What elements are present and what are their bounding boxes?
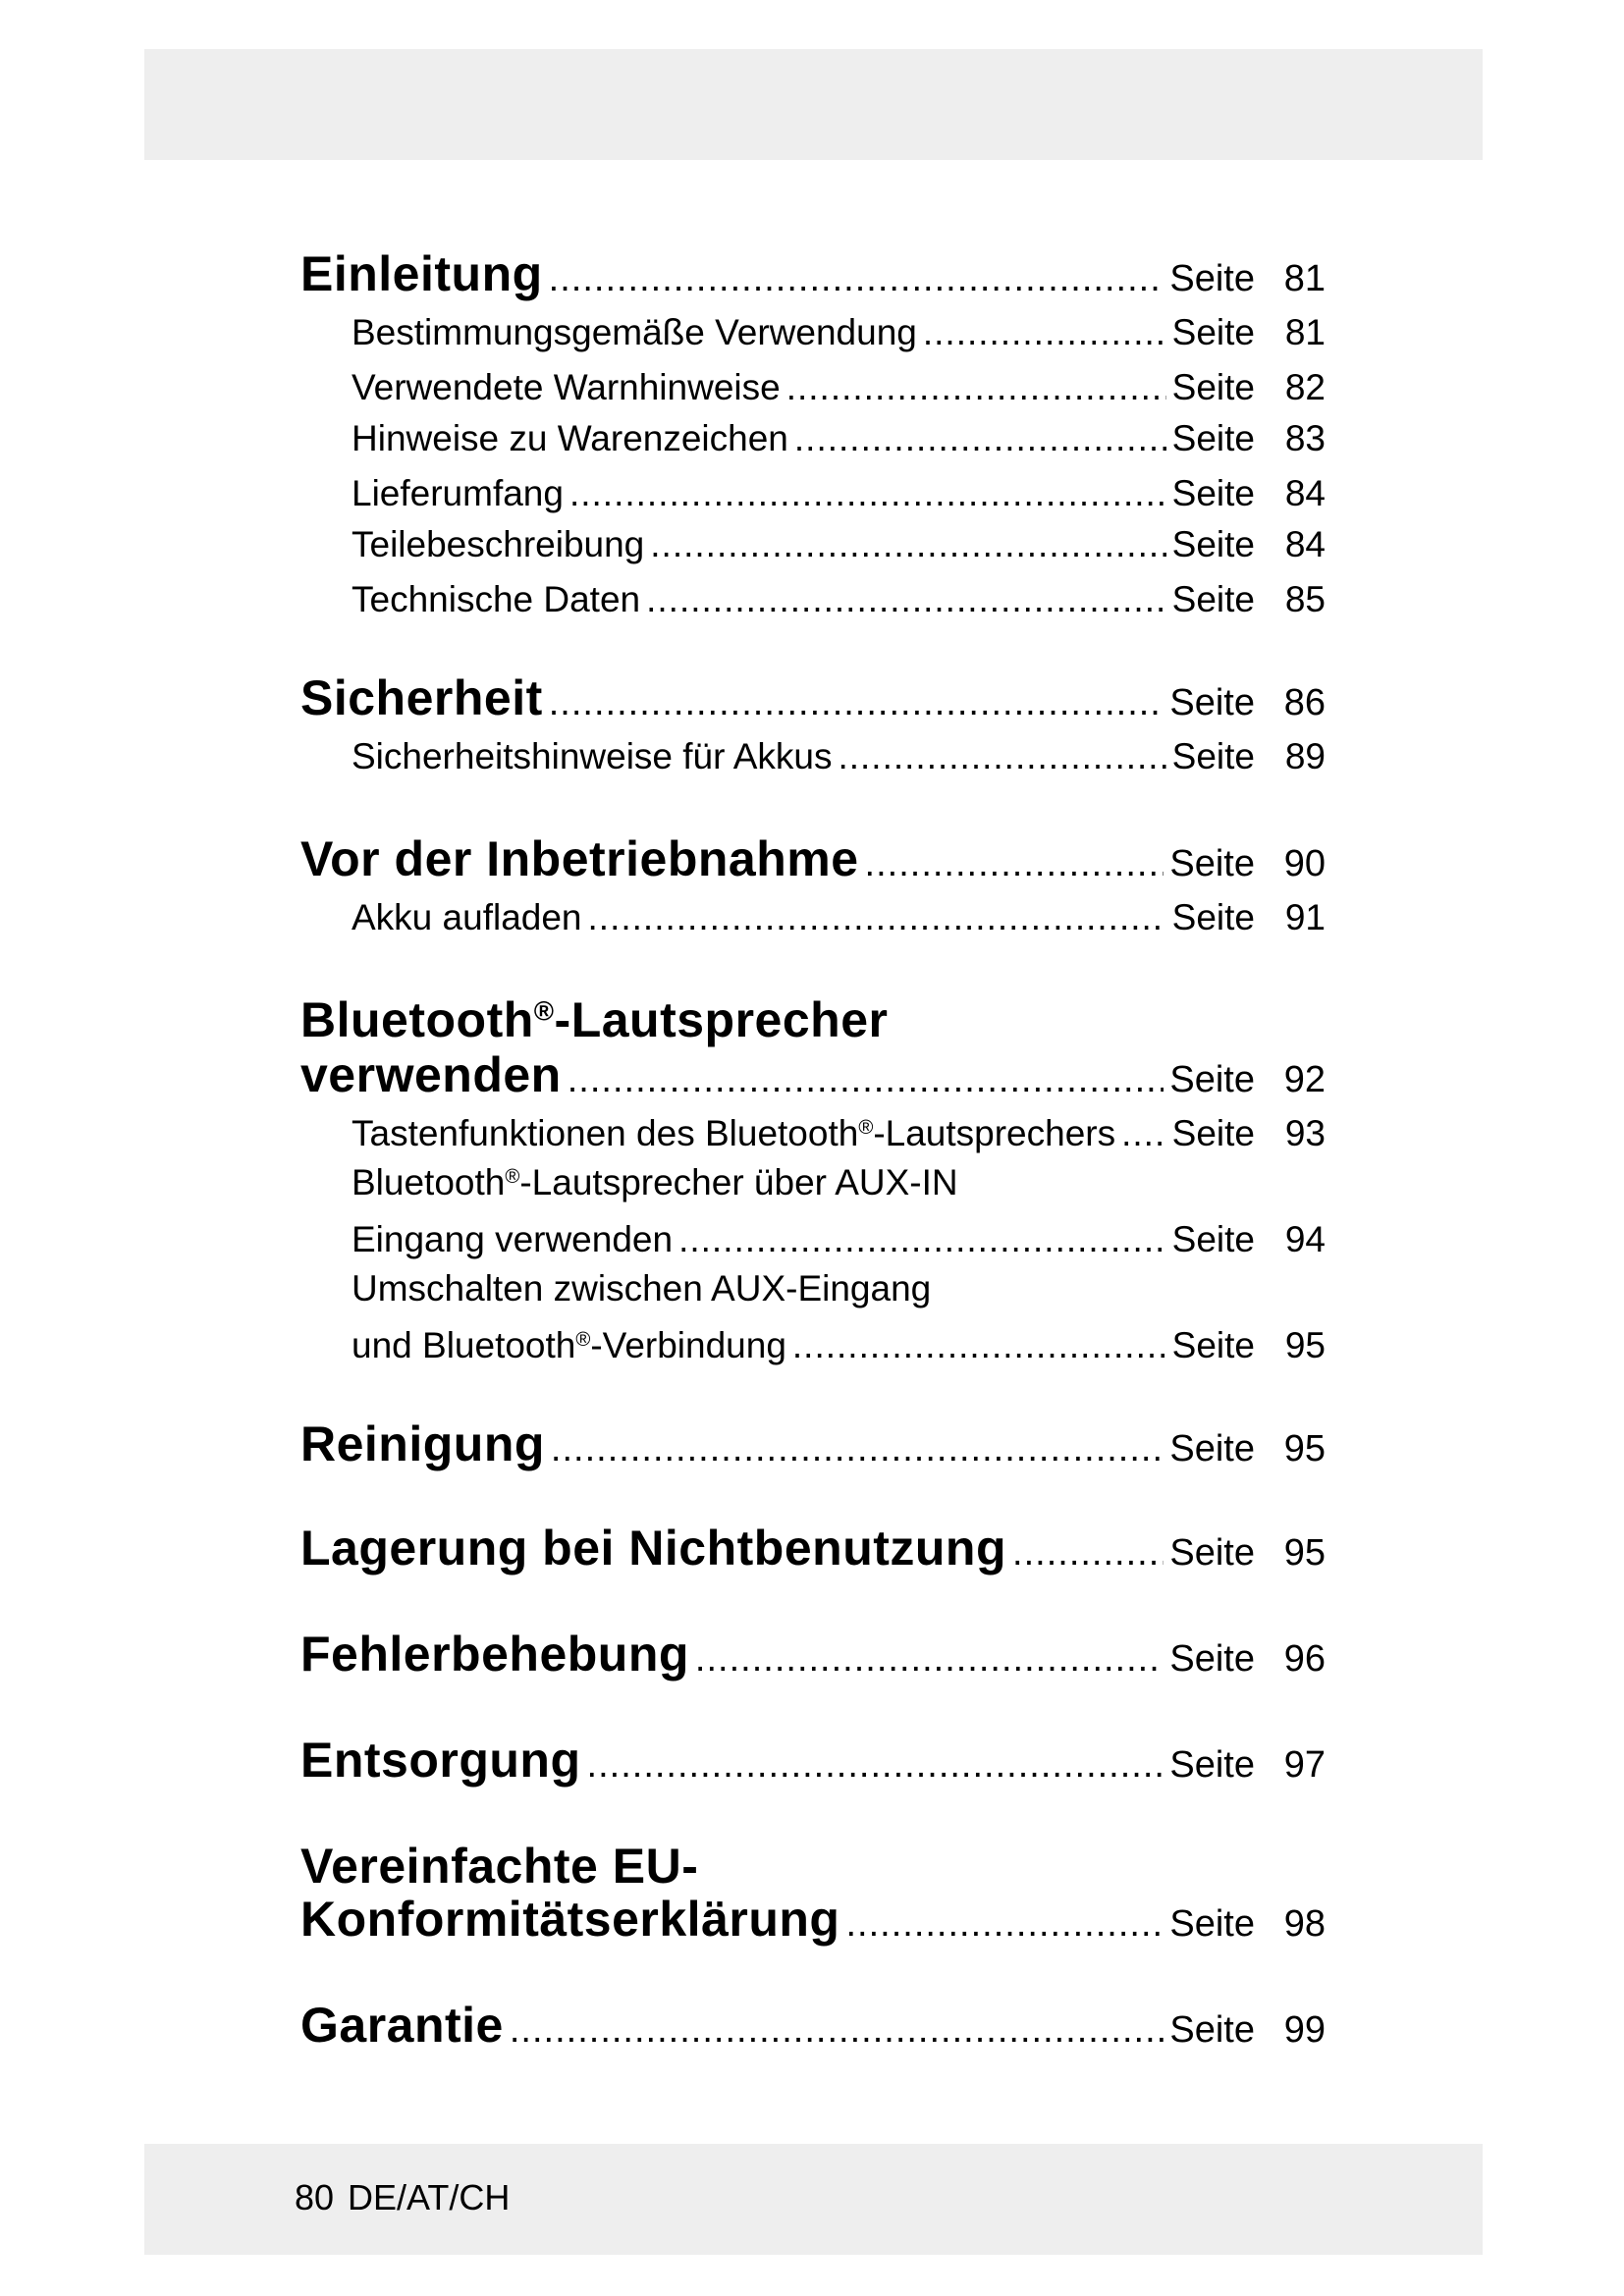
toc-entry-reinigung[interactable] <box>300 1415 1326 1477</box>
toc-subentry-title: Tastenfunktionen des Bluetooth®-Lautsprechers <box>352 1113 1116 1153</box>
registered-mark: ® <box>505 1165 520 1188</box>
page-number: 92 <box>1283 1059 1326 1100</box>
seite-label: Seite <box>1169 843 1255 884</box>
toc-entry-fehlerbehebung[interactable] <box>300 1626 1326 1687</box>
seite-label: Seite <box>1171 579 1255 619</box>
seite-label: Seite <box>1169 1638 1255 1680</box>
toc-subentry[interactable] <box>352 365 1326 410</box>
toc-subentry[interactable] <box>352 1111 1326 1156</box>
leader-dots <box>838 734 1165 779</box>
page-number: 86 <box>1283 682 1326 723</box>
toc-subentry-title: Eingang verwenden <box>352 1219 674 1259</box>
toc-subentry[interactable] <box>352 310 1326 355</box>
toc-entry-title: Konformitätserklärung <box>300 1892 840 1947</box>
toc-subentry[interactable] <box>352 734 1326 779</box>
registered-mark: ® <box>858 1116 874 1139</box>
toc-entry-title: Vor der Inbetriebnahme <box>300 831 859 886</box>
toc-subentry-title: Sicherheitshinweise für Akkus <box>352 736 833 776</box>
toc-entry-title: Lagerung bei Nichtbenutzung <box>300 1521 1007 1575</box>
leader-dots <box>569 471 1166 516</box>
leader-dots <box>786 365 1166 410</box>
leader-dots <box>650 522 1165 567</box>
seite-label: Seite <box>1171 897 1255 937</box>
seite-label: Seite <box>1171 736 1255 776</box>
leader-dots <box>646 577 1166 622</box>
toc-entry-title: Fehlerbehebung <box>300 1627 689 1682</box>
seite-label: Seite <box>1171 524 1255 564</box>
leader-dots <box>549 674 1164 731</box>
toc-entry-title: Reinigung <box>300 1416 545 1471</box>
toc-subentry-title: Bestimmungsgemäße Verwendung <box>352 312 917 352</box>
leader-dots <box>588 895 1166 940</box>
toc-entry-title: Einleitung <box>300 246 543 301</box>
toc-subentry-title: Akku aufladen <box>352 897 582 937</box>
page-number: 94 <box>1284 1219 1326 1259</box>
leader-dots <box>794 416 1166 461</box>
seite-label: Seite <box>1171 418 1255 458</box>
toc-entry-entsorgung[interactable] <box>300 1732 1326 1793</box>
footer-locale: DE/AT/CH <box>348 2177 511 2217</box>
page-number: 98 <box>1283 1903 1326 1945</box>
page-number: 85 <box>1284 579 1326 619</box>
registered-mark: ® <box>575 1328 591 1351</box>
seite-label: Seite <box>1171 312 1255 352</box>
title-part: -Lautsprecher <box>554 992 889 1047</box>
toc-subentry[interactable] <box>352 577 1326 622</box>
toc-entry-title: Garantie <box>300 1998 504 2053</box>
toc-subentry[interactable] <box>352 1323 1326 1368</box>
toc-entry-bluetooth-title-line1[interactable] <box>300 991 888 1048</box>
page-number: 99 <box>1283 2009 1326 2051</box>
leader-dots <box>549 250 1164 307</box>
page-number: 84 <box>1284 524 1326 564</box>
page-number: 97 <box>1283 1744 1326 1786</box>
seite-label: Seite <box>1169 1428 1255 1469</box>
leader-dots <box>923 310 1166 355</box>
page-number: 95 <box>1283 1532 1326 1574</box>
leader-dots <box>587 1736 1164 1793</box>
toc-entry-konformitaet[interactable] <box>300 1891 1326 1952</box>
toc-entry-sicherheit[interactable] <box>300 669 1326 731</box>
seite-label: Seite <box>1171 367 1255 407</box>
toc-subentry-line1[interactable]: Umschalten zwischen AUX-Eingang <box>352 1268 932 1308</box>
seite-label: Seite <box>1169 1903 1255 1945</box>
toc-subentry-title: Teilebeschreibung <box>352 524 645 564</box>
toc-entry-bluetooth[interactable] <box>300 1046 1326 1108</box>
toc-subentry-title: Verwendete Warnhinweise <box>352 367 781 407</box>
page-number: 95 <box>1283 1428 1326 1469</box>
toc-subentry[interactable] <box>352 471 1326 516</box>
page-number: 93 <box>1284 1113 1326 1153</box>
leader-dots <box>510 2002 1164 2058</box>
seite-label: Seite <box>1171 473 1255 513</box>
seite-label: Seite <box>1169 1532 1255 1574</box>
leader-dots <box>568 1051 1164 1108</box>
registered-mark: ® <box>533 995 555 1027</box>
toc-subentry-title: Technische Daten <box>352 579 641 619</box>
toc-subentry-title: Hinweise zu Warenzeichen <box>352 418 788 458</box>
seite-label: Seite <box>1169 2009 1255 2051</box>
toc-entry-inbetriebnahme[interactable] <box>300 830 1326 892</box>
toc-entry-einleitung[interactable] <box>300 245 1326 307</box>
page-number: 90 <box>1283 843 1326 884</box>
seite-label: Seite <box>1169 1744 1255 1786</box>
page-number: 91 <box>1284 897 1326 937</box>
seite-label: Seite <box>1171 1219 1255 1259</box>
page-footer <box>295 2176 510 2219</box>
page-number: 81 <box>1283 258 1326 299</box>
title-part: Bluetooth <box>300 992 534 1047</box>
page-number: 81 <box>1284 312 1326 352</box>
toc-subentry[interactable] <box>352 895 1326 940</box>
page-number: 96 <box>1283 1638 1326 1680</box>
seite-label: Seite <box>1169 682 1255 723</box>
leader-dots <box>845 1896 1164 1952</box>
toc-entry-lagerung[interactable] <box>300 1520 1326 1581</box>
seite-label: Seite <box>1169 258 1255 299</box>
toc-subentry[interactable] <box>352 1217 1326 1262</box>
leader-dots <box>551 1420 1164 1477</box>
page-number: 89 <box>1284 736 1326 776</box>
toc-entry-garantie[interactable] <box>300 1997 1326 2058</box>
page-number: 83 <box>1284 418 1326 458</box>
page-number: 84 <box>1284 473 1326 513</box>
toc-subentry-title: und Bluetooth®-Verbindung <box>352 1325 786 1365</box>
leader-dots <box>1121 1111 1166 1156</box>
leader-dots <box>792 1323 1166 1368</box>
toc-entry-title: verwenden <box>300 1047 562 1102</box>
leader-dots <box>695 1630 1164 1687</box>
toc-subentry[interactable] <box>352 416 1326 461</box>
seite-label: Seite <box>1171 1325 1255 1365</box>
leader-dots <box>865 835 1164 892</box>
toc-subentry-line1[interactable]: Bluetooth®-Lautsprecher über AUX-IN <box>352 1162 958 1202</box>
seite-label: Seite <box>1169 1059 1255 1100</box>
footer-page-number: 80 <box>295 2177 335 2217</box>
leader-dots <box>1012 1524 1164 1581</box>
toc-entry-title: Entsorgung <box>300 1733 581 1788</box>
toc-entry-konformitaet-title-line1[interactable]: Vereinfachte EU- <box>300 1839 699 1894</box>
toc-subentry[interactable] <box>352 522 1326 567</box>
seite-label: Seite <box>1171 1113 1255 1153</box>
leader-dots <box>678 1217 1166 1262</box>
toc-subentry-title: Lieferumfang <box>352 473 564 513</box>
page-number: 82 <box>1284 367 1326 407</box>
toc-entry-title: Sicherheit <box>300 670 543 725</box>
page-number: 95 <box>1284 1325 1326 1365</box>
